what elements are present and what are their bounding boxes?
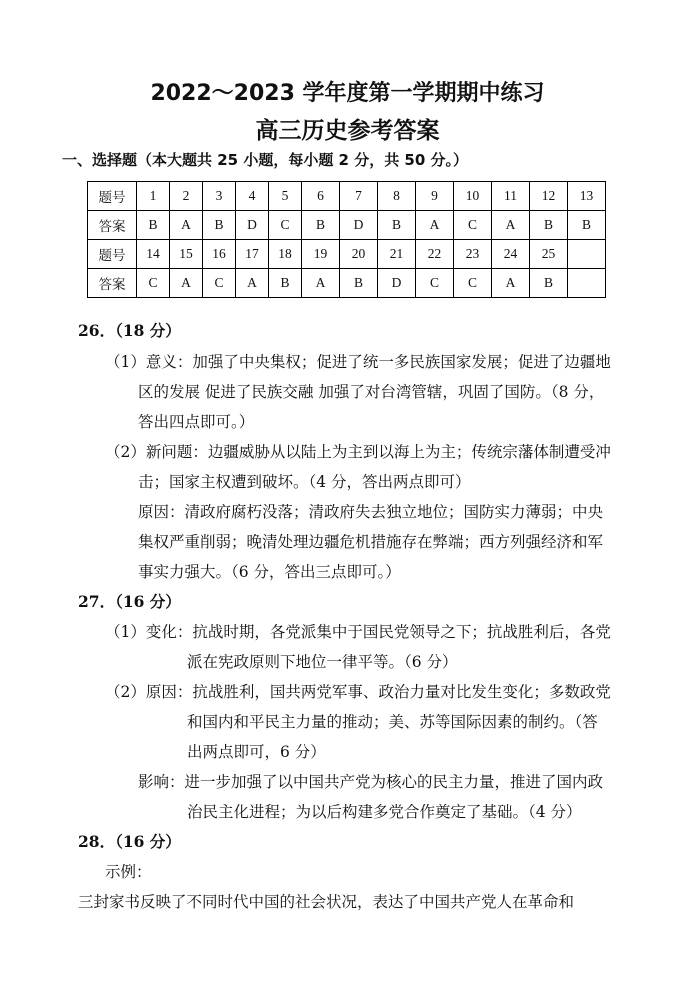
answer-cell: B	[530, 211, 568, 240]
question-number: 17	[236, 240, 269, 269]
answer-line: 影响：进一步加强了以中国共产党为核心的民主力量，推进了国内政	[138, 773, 604, 791]
answer-line: 答出四点即可。）	[138, 413, 255, 431]
question-26-heading: 26．（18 分）	[78, 321, 181, 340]
question-number: 16	[203, 240, 236, 269]
answer-cell: B	[568, 211, 606, 240]
question-number: 13	[568, 182, 606, 211]
answer-cell: D	[340, 211, 378, 240]
question-number: 6	[302, 182, 340, 211]
question-number: 7	[340, 182, 378, 211]
question-number: 25	[530, 240, 568, 269]
answer-line: 区的发展 促进了民族交融 加强了对台湾管辖，巩固了国防。（8 分，	[138, 383, 605, 401]
question-number: 18	[269, 240, 302, 269]
answer-cell: B	[302, 211, 340, 240]
table-row-numbers-2	[88, 240, 606, 269]
question-number: 9	[416, 182, 454, 211]
answer-line: 集权严重削弱；晚清处理边疆危机措施存在弊端；西方列强经济和军	[138, 533, 604, 551]
answer-cell: B	[530, 269, 568, 298]
answer-cell: C	[269, 211, 302, 240]
answer-line: 示例：	[105, 863, 152, 881]
question-number: 4	[236, 182, 269, 211]
question-number: 3	[203, 182, 236, 211]
table-row-answers-2	[88, 269, 606, 298]
question-number: 23	[454, 240, 492, 269]
answer-cell: A	[492, 269, 530, 298]
answer-line: 三封家书反映了不同时代中国的社会状况，表达了中国共产党人在革命和	[78, 893, 575, 911]
answer-cell: C	[454, 211, 492, 240]
answer-line: 事实力强大。（6 分，答出三点即可。）	[138, 563, 401, 581]
question-number: 15	[170, 240, 203, 269]
question-number: 10	[454, 182, 492, 211]
answer-line: 原因：清政府腐朽没落；清政府失去独立地位；国防实力薄弱；中央	[138, 503, 604, 521]
document-title: 2022～2023 学年度第一学期期中练习	[150, 81, 545, 106]
question-number: 22	[416, 240, 454, 269]
question-number: 24	[492, 240, 530, 269]
question-27-heading: 27．（16 分）	[78, 592, 181, 611]
question-number: 5	[269, 182, 302, 211]
answer-line: 击；国家主权遭到破坏。（4 分，答出两点即可）	[138, 473, 471, 491]
document-subtitle: 高三历史参考答案	[255, 118, 440, 144]
question-number: 8	[378, 182, 416, 211]
answer-cell: A	[492, 211, 530, 240]
answer-cell: A	[170, 269, 203, 298]
question-number: 12	[530, 182, 568, 211]
answer-table	[87, 181, 606, 298]
answer-cell	[568, 269, 606, 298]
answer-cell: A	[170, 211, 203, 240]
answer-cell: C	[137, 269, 170, 298]
answer-line: （1）意义：加强了中央集权；促进了统一多民族国家发展；促进了边疆地	[105, 353, 611, 371]
question-number: 1	[137, 182, 170, 211]
answer-cell: B	[340, 269, 378, 298]
question-number: 2	[170, 182, 203, 211]
answer-cell: A	[416, 211, 454, 240]
answer-cell: D	[378, 269, 416, 298]
section-heading-multiple-choice: 一、选择题（本大题共 25 小题，每小题 2 分，共 50 分。）	[62, 151, 469, 169]
question-number: 19	[302, 240, 340, 269]
answer-cell: C	[203, 269, 236, 298]
question-number: 11	[492, 182, 530, 211]
answer-cell: C	[416, 269, 454, 298]
table-row-numbers-1	[88, 182, 606, 211]
question-number: 20	[340, 240, 378, 269]
answer-line: 出两点即可，6 分）	[187, 743, 326, 761]
answer-cell: D	[236, 211, 269, 240]
row-label: 题号	[88, 182, 137, 211]
answer-line: （2）新问题：边疆威胁从以陆上为主到以海上为主；传统宗藩体制遭受冲	[105, 443, 611, 461]
row-label: 题号	[88, 240, 137, 269]
answer-cell: C	[454, 269, 492, 298]
answer-line: 和国内和平民主力量的推动；美、苏等国际因素的制约。（答	[187, 713, 598, 731]
answer-line: （1）变化：抗战时期，各党派集中于国民党领导之下；抗战胜利后，各党	[105, 623, 611, 641]
row-label: 答案	[88, 211, 137, 240]
question-number: 21	[378, 240, 416, 269]
answer-cell: B	[137, 211, 170, 240]
answer-cell: B	[203, 211, 236, 240]
answer-cell: A	[236, 269, 269, 298]
question-28-heading: 28．（16 分）	[78, 832, 181, 851]
answer-cell: B	[378, 211, 416, 240]
answer-line: （2）原因：抗战胜利，国共两党军事、政治力量对比发生变化；多数政党	[105, 683, 611, 701]
question-number: 14	[137, 240, 170, 269]
answer-cell: A	[302, 269, 340, 298]
table-row-answers-1	[88, 211, 606, 240]
question-number	[568, 240, 606, 269]
answer-line: 治民主化进程；为以后构建多党合作奠定了基础。（4 分）	[187, 803, 582, 821]
row-label: 答案	[88, 269, 137, 298]
answer-line: 派在宪政原则下地位一律平等。（6 分）	[187, 653, 458, 671]
answer-cell: B	[269, 269, 302, 298]
